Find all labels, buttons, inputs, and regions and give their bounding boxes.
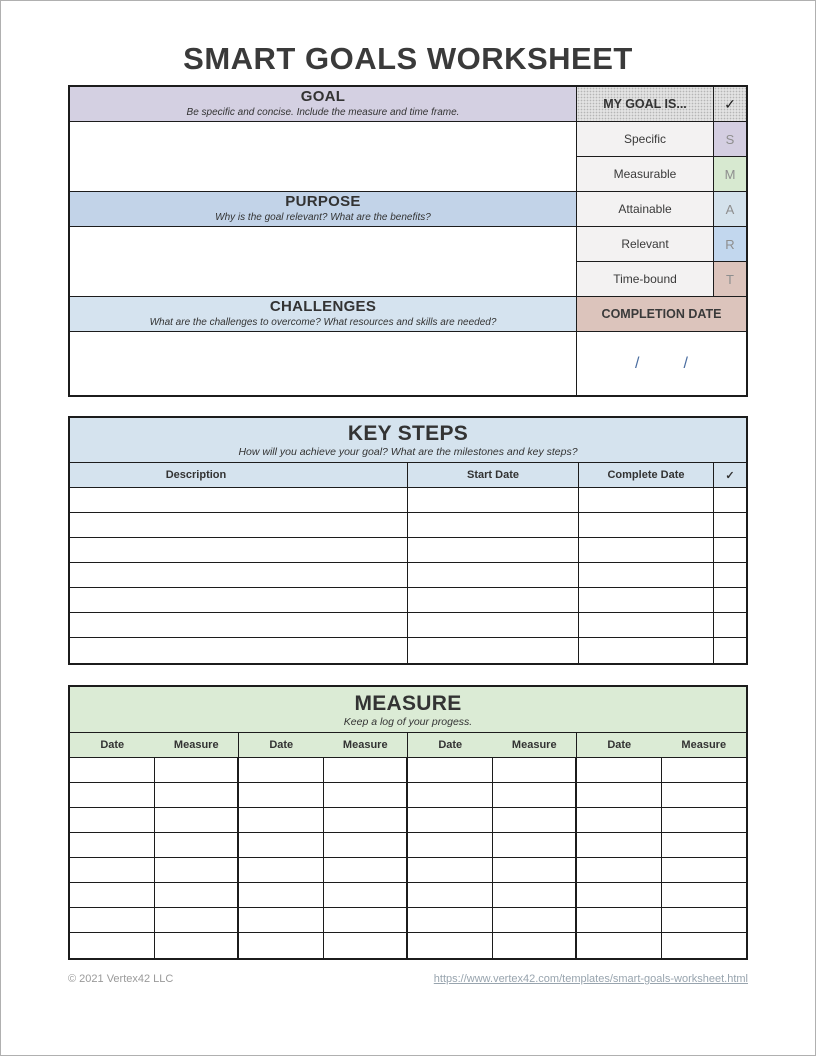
measure-cell — [324, 758, 409, 783]
measure-cell — [324, 908, 409, 933]
challenges-header-subtitle: What are the challenges to overcome? What resources and skills are needed? — [149, 317, 497, 329]
purpose-header-subtitle: Why is the goal relevant? What are the benefits? — [215, 212, 431, 224]
key-steps-header — [70, 418, 746, 463]
measure-cell — [70, 883, 155, 908]
measure-cell — [70, 833, 155, 858]
measure-cell — [662, 908, 747, 933]
key-steps-cell — [579, 513, 714, 538]
measure-cell — [662, 858, 747, 883]
measure-cell — [324, 883, 409, 908]
key-steps-cell — [579, 588, 714, 613]
measure-cell — [408, 883, 493, 908]
purpose-header-label: PURPOSE — [285, 193, 361, 211]
measure-cell — [324, 808, 409, 833]
completion-date-input-area — [577, 332, 746, 395]
measure-cell — [577, 933, 662, 958]
measure-cell — [408, 908, 493, 933]
column-header-date: Date — [607, 739, 632, 751]
key-steps-cell — [579, 613, 714, 638]
measure-cell — [155, 883, 240, 908]
measure-cell — [239, 783, 324, 808]
challenges-input-area — [70, 332, 577, 395]
key-steps-cell — [579, 538, 714, 563]
measure-cell — [577, 883, 662, 908]
smart-row-specific: Specific — [577, 122, 714, 157]
copyright-text: © 2021 Vertex42 LLC — [68, 973, 174, 985]
page-title: SMART GOALS WORKSHEET — [183, 41, 633, 76]
measure-cell — [408, 858, 493, 883]
measure-cell — [493, 808, 578, 833]
my-goal-is-header: MY GOAL IS... — [577, 87, 714, 122]
measure-cell — [239, 933, 324, 958]
completion-date-header: COMPLETION DATE — [577, 297, 746, 332]
key-steps-cell — [714, 588, 746, 613]
key-steps-cell — [714, 513, 746, 538]
key-steps-cell — [714, 538, 746, 563]
measure-cell — [577, 783, 662, 808]
measure-cell — [239, 908, 324, 933]
measure-cell — [493, 833, 578, 858]
measure-cell — [662, 808, 747, 833]
measure-header-label: MEASURE — [354, 691, 462, 715]
measure-cell — [493, 783, 578, 808]
measure-cell — [70, 908, 155, 933]
measure-body — [70, 758, 746, 958]
key-steps-header-subtitle: How will you achieve your goal? What are the milestones and key steps? — [238, 446, 578, 459]
purpose-input-area — [70, 227, 577, 297]
measure-cell — [662, 758, 747, 783]
key-steps-cell — [408, 563, 579, 588]
measure-cell — [70, 783, 155, 808]
measure-cell — [324, 858, 409, 883]
measure-cell — [493, 908, 578, 933]
measure-cell — [324, 933, 409, 958]
key-steps-cell — [714, 638, 746, 663]
column-header-date: Date — [438, 739, 463, 751]
key-steps-cell — [408, 588, 579, 613]
measure-cell — [577, 908, 662, 933]
key-steps-header-label: KEY STEPS — [347, 422, 469, 446]
date-slash: / — [683, 354, 688, 372]
measure-cell — [577, 808, 662, 833]
key-steps-cell — [579, 488, 714, 513]
key-steps-cell — [70, 638, 408, 663]
measure-cell — [577, 833, 662, 858]
column-header-check-icon: ✓ — [725, 469, 735, 482]
key-steps-cell — [579, 563, 714, 588]
key-steps-cell — [70, 563, 408, 588]
measure-cell — [408, 833, 493, 858]
smart-row-time-bound: Time-bound — [577, 262, 714, 297]
measure-cell — [577, 858, 662, 883]
key-steps-cell — [70, 613, 408, 638]
smart-row-attainable: Attainable — [577, 192, 714, 227]
measure-cell — [239, 858, 324, 883]
measure-cell — [493, 858, 578, 883]
key-steps-cell — [408, 638, 579, 663]
column-header-measure: Measure — [324, 733, 409, 757]
key-steps-cell — [70, 488, 408, 513]
page-footer — [68, 973, 748, 985]
key-steps-body — [70, 488, 746, 663]
key-steps-cell — [70, 588, 408, 613]
column-header-measure: Measure — [155, 733, 240, 757]
key-steps-cell — [714, 563, 746, 588]
smart-letter-a: A — [714, 192, 746, 227]
goal-input-area — [70, 122, 577, 192]
smart-letter-r: R — [714, 227, 746, 262]
measure-cell — [155, 808, 240, 833]
key-steps-table — [68, 416, 748, 665]
measure-cell — [324, 833, 409, 858]
key-steps-cell — [408, 538, 579, 563]
measure-cell — [155, 833, 240, 858]
measure-cell — [239, 758, 324, 783]
measure-cell — [70, 933, 155, 958]
column-header-description: Description — [70, 463, 408, 487]
measure-cell — [155, 758, 240, 783]
measure-cell — [70, 808, 155, 833]
measure-column-headers — [70, 733, 746, 758]
measure-cell — [408, 783, 493, 808]
goal-table — [68, 85, 748, 397]
key-steps-cell — [70, 538, 408, 563]
measure-cell — [324, 783, 409, 808]
measure-cell — [662, 833, 747, 858]
goal-header-subtitle: Be specific and concise. Include the measure and time frame. — [186, 107, 460, 119]
date-slash: / — [635, 354, 640, 372]
goal-section-header — [70, 87, 577, 122]
column-header-date: Date — [269, 739, 294, 751]
smart-letter-s: S — [714, 122, 746, 157]
challenges-header-label: CHALLENGES — [269, 298, 377, 316]
vertex42-link[interactable]: https://www.vertex42.com/templates/smart-goals-worksheet.html — [433, 973, 748, 985]
column-header-date: Date — [100, 739, 125, 751]
measure-header-subtitle: Keep a log of your progess. — [343, 715, 473, 728]
measure-cell — [70, 858, 155, 883]
key-steps-cell — [408, 488, 579, 513]
measure-cell — [155, 933, 240, 958]
key-steps-cell — [408, 513, 579, 538]
measure-cell — [239, 808, 324, 833]
column-header-measure: Measure — [493, 733, 578, 757]
measure-cell — [155, 908, 240, 933]
measure-header — [70, 687, 746, 733]
measure-cell — [577, 758, 662, 783]
key-steps-cell — [70, 513, 408, 538]
measure-cell — [493, 758, 578, 783]
smart-letter-m: M — [714, 157, 746, 192]
smart-row-relevant: Relevant — [577, 227, 714, 262]
key-steps-cell — [408, 613, 579, 638]
measure-cell — [239, 833, 324, 858]
measure-cell — [662, 883, 747, 908]
measure-cell — [155, 858, 240, 883]
measure-cell — [408, 808, 493, 833]
key-steps-cell — [579, 638, 714, 663]
measure-cell — [493, 883, 578, 908]
measure-cell — [155, 783, 240, 808]
measure-table — [68, 685, 748, 960]
key-steps-column-headers — [70, 463, 746, 488]
purpose-section-header — [70, 192, 577, 227]
column-header-complete-date: Complete Date — [579, 463, 714, 487]
measure-cell — [408, 933, 493, 958]
measure-cell — [408, 758, 493, 783]
goal-header-label: GOAL — [300, 88, 346, 106]
challenges-section-header — [70, 297, 577, 332]
measure-cell — [239, 883, 324, 908]
smart-row-measurable: Measurable — [577, 157, 714, 192]
key-steps-cell — [714, 613, 746, 638]
key-steps-cell — [714, 488, 746, 513]
measure-cell — [493, 933, 578, 958]
measure-cell — [662, 933, 747, 958]
smart-letter-t: T — [714, 262, 746, 297]
column-header-start-date: Start Date — [408, 463, 579, 487]
column-header-measure: Measure — [681, 739, 727, 751]
checkmark-header-icon: ✓ — [714, 87, 746, 122]
measure-cell — [662, 783, 747, 808]
measure-cell — [70, 758, 155, 783]
